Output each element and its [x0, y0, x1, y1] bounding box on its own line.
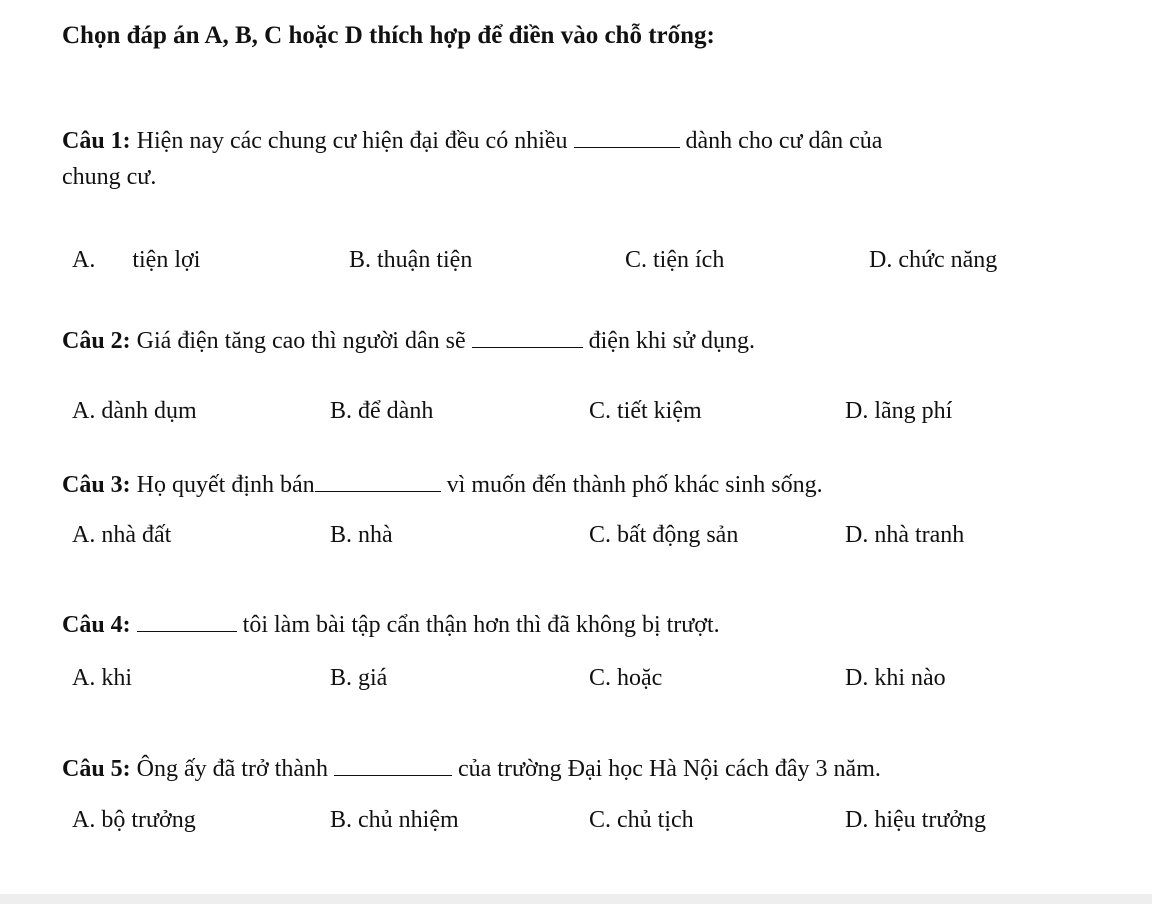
option-text: bất động sản — [617, 522, 739, 548]
option-letter: C. — [589, 807, 612, 833]
question-1-blank[interactable] — [574, 129, 680, 148]
question-5-option-b[interactable] — [330, 807, 459, 834]
option-text: tiết kiệm — [617, 398, 702, 424]
option-text: nhà tranh — [874, 522, 965, 548]
option-text: dành dụm — [101, 398, 197, 424]
option-letter: B. — [330, 398, 353, 424]
option-text: chủ nhiệm — [358, 807, 459, 833]
question-4-option-c[interactable] — [589, 665, 662, 692]
bottom-strip — [0, 894, 1152, 904]
question-4-option-b[interactable] — [330, 665, 387, 692]
option-text: khi nào — [874, 665, 946, 691]
question-4 — [62, 612, 720, 639]
option-text: hiệu trưởng — [874, 807, 987, 833]
question-4-option-a[interactable] — [72, 665, 132, 692]
option-text: để dành — [358, 398, 434, 424]
option-text: chức năng — [898, 247, 998, 273]
question-4-option-d[interactable] — [845, 665, 946, 692]
option-text: chủ tịch — [617, 807, 694, 833]
question-5-text-after: của trường Đại học Hà Nội cách đây 3 năm. — [451, 756, 881, 782]
question-3-label: Câu 3: — [62, 472, 131, 498]
question-3-text-before: Họ quyết định bán — [130, 472, 315, 498]
question-3-text-after: vì muốn đến thành phố khác sinh sống. — [440, 472, 823, 498]
option-text: lãng phí — [874, 398, 953, 424]
question-2-label: Câu 2: — [62, 328, 131, 354]
option-letter: B. — [349, 247, 372, 273]
question-1-option-a[interactable] — [72, 247, 200, 274]
question-5-blank[interactable] — [334, 757, 452, 776]
question-1-option-c[interactable] — [625, 247, 724, 274]
question-3-blank[interactable] — [315, 473, 441, 492]
option-text: khi — [101, 665, 133, 691]
question-2-option-c[interactable] — [589, 398, 702, 425]
option-text: tiện ích — [653, 247, 725, 273]
question-2-option-b[interactable] — [330, 398, 433, 425]
option-letter: B. — [330, 807, 353, 833]
question-1-option-d[interactable] — [869, 247, 997, 274]
question-2-option-d[interactable] — [845, 398, 952, 425]
option-letter: D. — [845, 398, 869, 424]
question-3-option-c[interactable] — [589, 522, 738, 549]
question-5-label: Câu 5: — [62, 756, 131, 782]
question-3-option-a[interactable] — [72, 522, 171, 549]
option-text: thuận tiện — [377, 247, 473, 273]
question-1-option-b[interactable] — [349, 247, 472, 274]
question-5-text-before: Ông ấy đã trở thành — [130, 756, 334, 782]
question-3-option-d[interactable] — [845, 522, 964, 549]
question-3 — [62, 472, 823, 499]
option-text: nhà — [358, 522, 393, 548]
option-letter: A. — [72, 522, 96, 548]
question-2-text-after: điện khi sử dụng. — [582, 328, 755, 354]
option-letter: B. — [330, 665, 353, 691]
option-letter: D. — [845, 522, 869, 548]
question-5 — [62, 756, 881, 783]
question-1-continuation: chung cư. — [62, 164, 157, 190]
option-text: hoặc — [617, 665, 663, 691]
option-letter: A. — [72, 398, 96, 424]
question-5-option-d[interactable] — [845, 807, 986, 834]
question-3-option-b[interactable] — [330, 522, 393, 549]
option-text: giá — [358, 665, 388, 691]
option-letter: D. — [845, 807, 869, 833]
question-5-option-c[interactable] — [589, 807, 694, 834]
option-letter: C. — [589, 522, 612, 548]
option-letter: D. — [869, 247, 893, 273]
question-4-label: Câu 4: — [62, 612, 131, 638]
question-2-text-before: Giá điện tăng cao thì người dân sẽ — [130, 328, 472, 354]
option-letter: B. — [330, 522, 353, 548]
question-1-label: Câu 1: — [62, 128, 131, 154]
option-letter: A. — [72, 807, 96, 833]
option-text: nhà đất — [101, 522, 172, 548]
question-2-blank[interactable] — [472, 329, 583, 348]
option-letter: A. — [72, 247, 96, 273]
instruction-heading: Chọn đáp án A, B, C hoặc D thích hợp để điền vào chỗ trống: — [62, 22, 715, 49]
question-4-blank[interactable] — [137, 613, 237, 632]
question-2-option-a[interactable] — [72, 398, 197, 425]
option-letter: A. — [72, 665, 96, 691]
option-letter: D. — [845, 665, 869, 691]
question-1 — [62, 128, 882, 155]
question-1-text-after: dành cho cư dân của — [679, 128, 883, 154]
question-1-text-before: Hiện nay các chung cư hiện đại đều có nhiều — [130, 128, 574, 154]
question-2 — [62, 328, 755, 355]
question-4-text-after: tôi làm bài tập cẩn thận hơn thì đã không bị trượt. — [236, 612, 720, 638]
option-letter: C. — [625, 247, 648, 273]
option-text: bộ trưởng — [101, 807, 196, 833]
option-letter: C. — [589, 398, 612, 424]
option-text: tiện lợi — [132, 247, 201, 273]
question-5-option-a[interactable] — [72, 807, 196, 834]
option-letter: C. — [589, 665, 612, 691]
